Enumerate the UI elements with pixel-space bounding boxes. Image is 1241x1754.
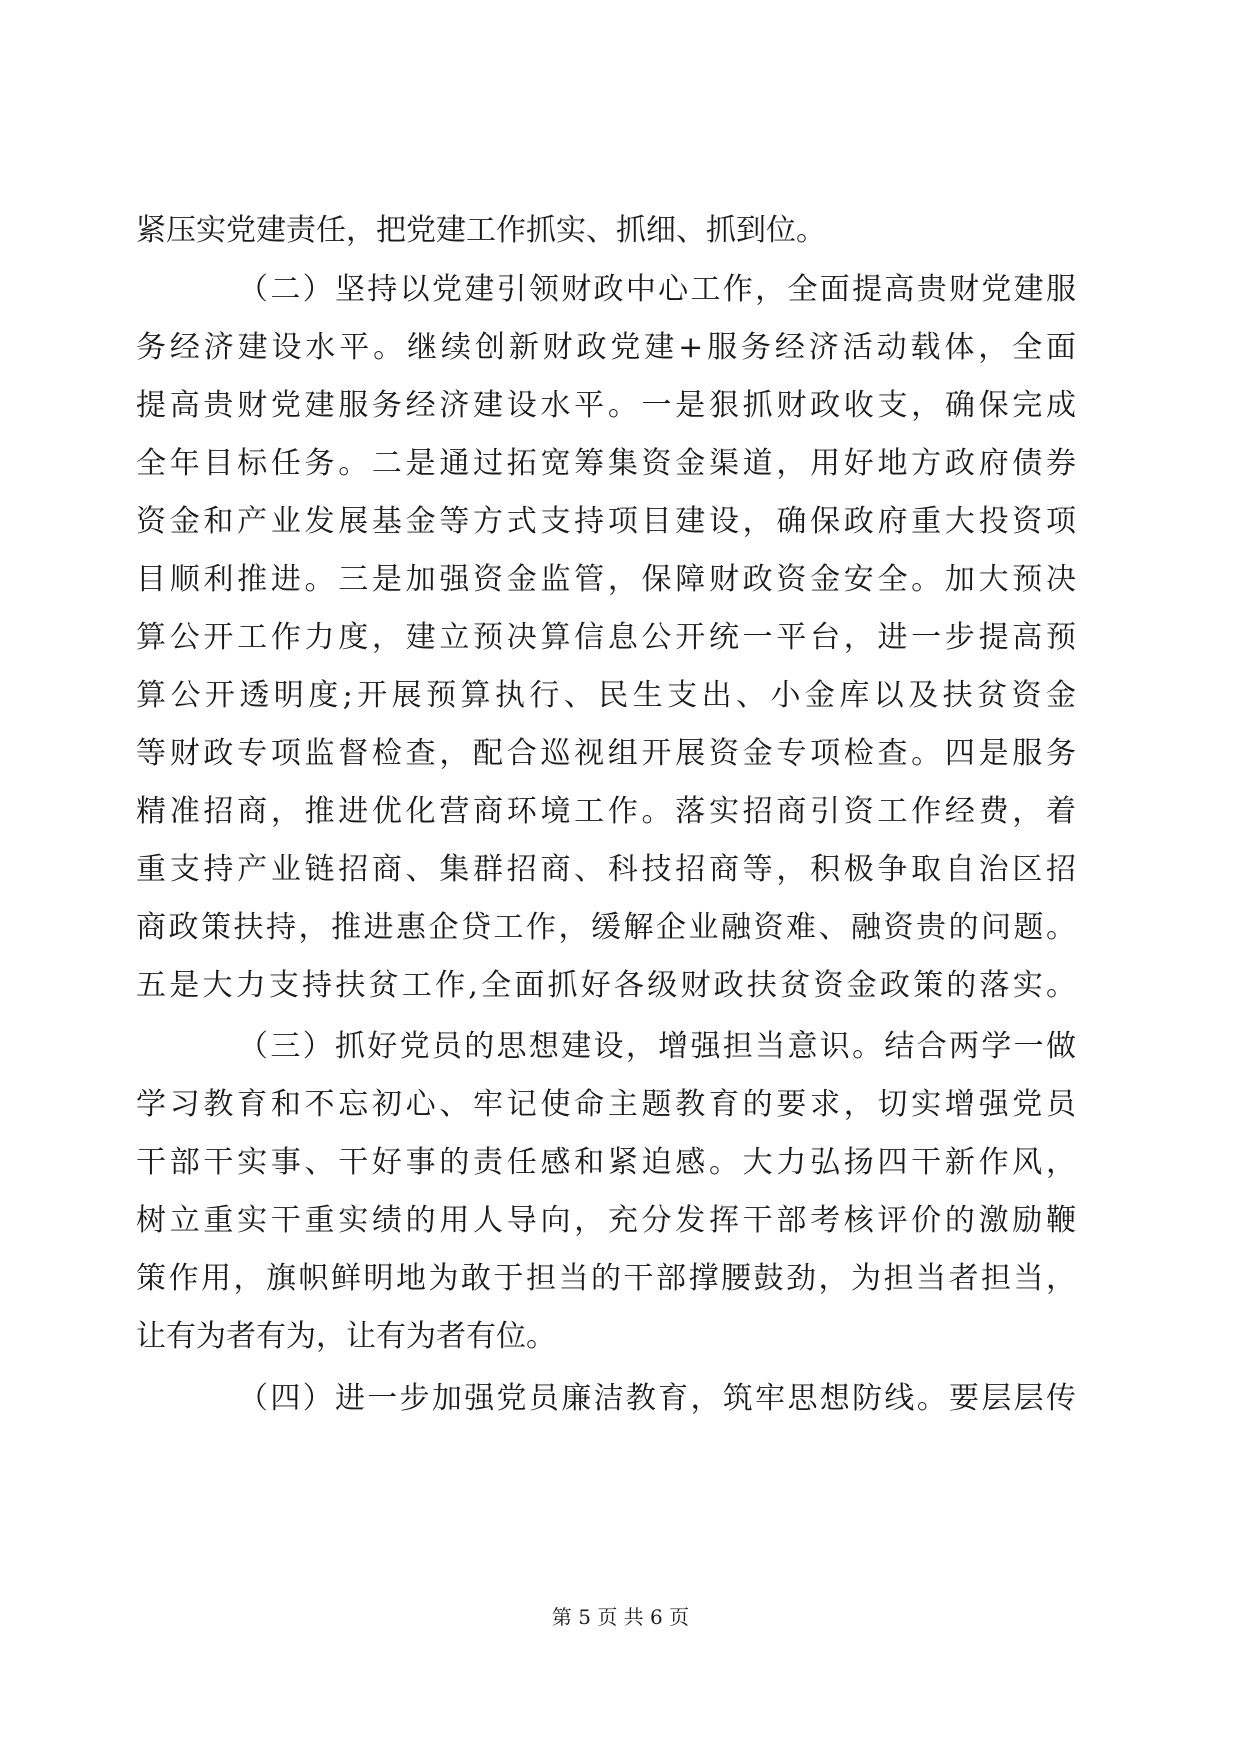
paragraph-line: 务经济建设水平。继续创新财政党建+服务经济活动载体，全面 bbox=[136, 330, 1076, 365]
paragraph-line: 五是大力支持扶贫工作,全面抓好各级财政扶贫资金政策的落实。 bbox=[136, 968, 1076, 1003]
paragraph-line: 算公开透明度;开展预算执行、民生支出、小金库以及扶贫资金 bbox=[136, 678, 1076, 713]
paragraph-line: 全年目标任务。二是通过拓宽筹集资金渠道，用好地方政府债券 bbox=[136, 446, 1076, 481]
paragraph-line: 精准招商，推进优化营商环境工作。落实招商引资工作经费，着 bbox=[136, 794, 1076, 829]
paragraph-line: 策作用，旗帜鲜明地为敢于担当的干部撑腰鼓劲，为担当者担当， bbox=[136, 1261, 1076, 1296]
paragraph-line: 树立重实干重实绩的用人导向，充分发挥干部考核评价的激励鞭 bbox=[136, 1203, 1076, 1238]
paragraph-line: 重支持产业链招商、集群招商、科技招商等，积极争取自治区招 bbox=[136, 852, 1076, 887]
paragraph-line: 资金和产业发展基金等方式支持项目建设，确保政府重大投资项 bbox=[136, 504, 1076, 539]
page-number-footer: 第 5 页 共 6 页 bbox=[551, 1605, 690, 1629]
section-heading-line: （四）进一步加强党员廉洁教育，筑牢思想防线。要层层传 bbox=[238, 1381, 1076, 1416]
section-heading-line: （三）抓好党员的思想建设，增强担当意识。结合两学一做 bbox=[238, 1029, 1076, 1064]
paragraph-line: 提高贵财党建服务经济建设水平。一是狠抓财政收支，确保完成 bbox=[136, 388, 1076, 423]
paragraph-line: 紧压实党建责任，把党建工作抓实、抓细、抓到位。 bbox=[136, 213, 826, 248]
paragraph-line: 目顺利推进。三是加强资金监管，保障财政资金安全。加大预决 bbox=[136, 562, 1076, 597]
paragraph-line: 学习教育和不忘初心、牢记使命主题教育的要求，切实增强党员 bbox=[136, 1087, 1076, 1122]
paragraph-line: 干部干实事、干好事的责任感和紧迫感。大力弘扬四干新作风， bbox=[136, 1145, 1076, 1180]
paragraph-line: 算公开工作力度，建立预决算信息公开统一平台，进一步提高预 bbox=[136, 620, 1076, 655]
paragraph-line: 让有为者有为，让有为者有位。 bbox=[136, 1319, 556, 1354]
section-heading-line: （二）坚持以党建引领财政中心工作，全面提高贵财党建服 bbox=[238, 272, 1076, 307]
paragraph-line: 商政策扶持，推进惠企贷工作，缓解企业融资难、融资贵的问题。 bbox=[136, 910, 1076, 945]
paragraph-line: 等财政专项监督检查，配合巡视组开展资金专项检查。四是服务 bbox=[136, 736, 1076, 771]
